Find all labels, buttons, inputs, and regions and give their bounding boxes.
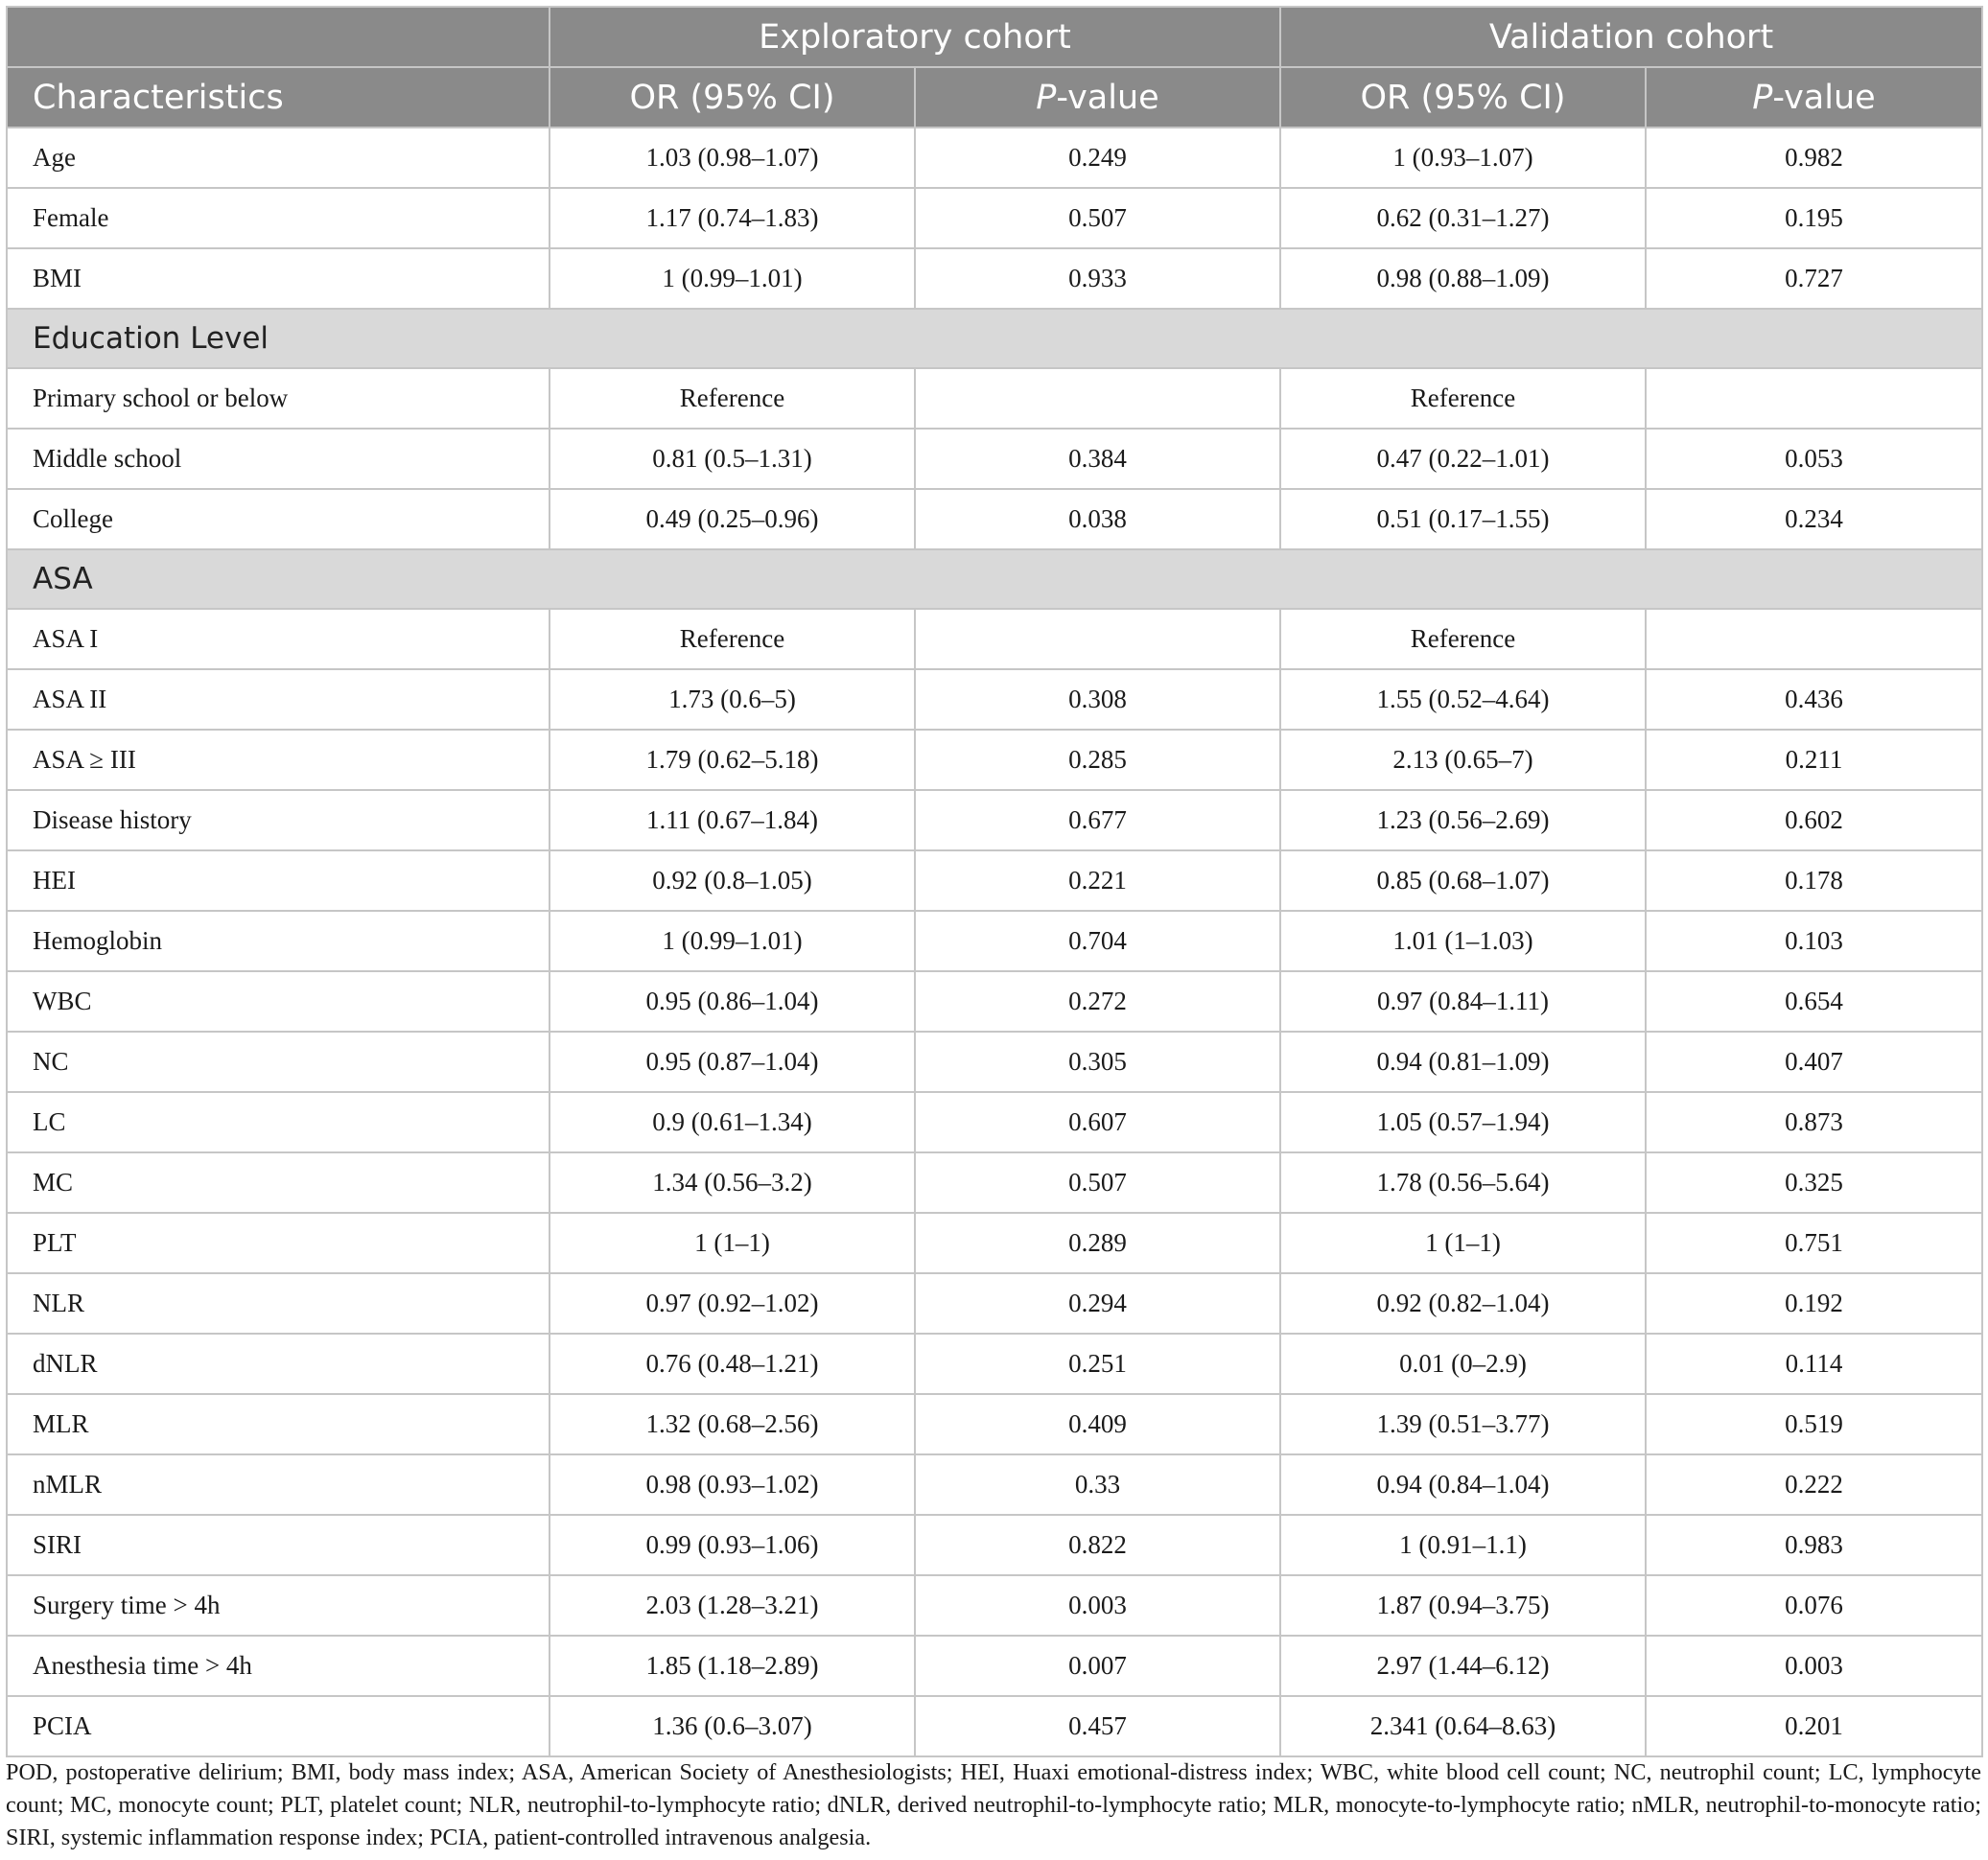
group-label: ASA <box>7 549 1982 609</box>
exploratory-or-cell: 1 (1–1) <box>550 1213 915 1273</box>
validation-or-cell: 0.97 (0.84–1.11) <box>1280 971 1646 1032</box>
exploratory-pvalue-cell: 0.007 <box>915 1636 1280 1696</box>
exploratory-or-cell: 1.03 (0.98–1.07) <box>550 128 915 188</box>
validation-pvalue-cell: 0.003 <box>1646 1636 1982 1696</box>
exploratory-or-cell: 0.81 (0.5–1.31) <box>550 429 915 489</box>
exploratory-or-cell: 0.99 (0.93–1.06) <box>550 1515 915 1575</box>
validation-or-cell: 0.94 (0.81–1.09) <box>1280 1032 1646 1092</box>
header-characteristics: Characteristics <box>7 67 550 128</box>
validation-or-cell: Reference <box>1280 368 1646 429</box>
validation-pvalue-cell: 0.727 <box>1646 248 1982 309</box>
row-label: Surgery time > 4h <box>7 1575 550 1636</box>
validation-pvalue-cell: 0.982 <box>1646 128 1982 188</box>
table-row <box>7 1394 1982 1454</box>
exploratory-pvalue-cell: 0.607 <box>915 1092 1280 1152</box>
header-exp-pvalue <box>915 67 1280 128</box>
row-label: ASA ≥ III <box>7 730 550 790</box>
validation-pvalue-cell: 0.873 <box>1646 1092 1982 1152</box>
validation-or-cell: 0.85 (0.68–1.07) <box>1280 850 1646 911</box>
validation-pvalue-cell <box>1646 609 1982 669</box>
exploratory-or-cell: 2.03 (1.28–3.21) <box>550 1575 915 1636</box>
exploratory-or-cell: 0.95 (0.87–1.04) <box>550 1032 915 1092</box>
header-exp-or: OR (95% CI) <box>550 67 915 128</box>
validation-pvalue-cell: 0.325 <box>1646 1152 1982 1213</box>
row-label: MLR <box>7 1394 550 1454</box>
exploratory-pvalue-cell: 0.308 <box>915 669 1280 730</box>
exploratory-pvalue-cell: 0.33 <box>915 1454 1280 1515</box>
exploratory-pvalue-cell: 0.272 <box>915 971 1280 1032</box>
table-row <box>7 1213 1982 1273</box>
exploratory-or-cell: 1.11 (0.67–1.84) <box>550 790 915 850</box>
validation-pvalue-cell: 0.114 <box>1646 1334 1982 1394</box>
row-label: HEI <box>7 850 550 911</box>
exploratory-or-cell: 0.97 (0.92–1.02) <box>550 1273 915 1334</box>
validation-or-cell: Reference <box>1280 609 1646 669</box>
exploratory-pvalue-cell: 0.285 <box>915 730 1280 790</box>
validation-or-cell: 0.01 (0–2.9) <box>1280 1334 1646 1394</box>
validation-pvalue-cell: 0.407 <box>1646 1032 1982 1092</box>
header-val-pvalue <box>1646 67 1982 128</box>
row-label: Anesthesia time > 4h <box>7 1636 550 1696</box>
validation-pvalue-cell: 0.053 <box>1646 429 1982 489</box>
validation-pvalue-cell <box>1646 368 1982 429</box>
table-row <box>7 790 1982 850</box>
validation-pvalue-cell: 0.201 <box>1646 1696 1982 1756</box>
row-label: Disease history <box>7 790 550 850</box>
row-label: NLR <box>7 1273 550 1334</box>
table-footnote: POD, postoperative delirium; BMI, body mass index; ASA, American Society of Anesthesiologists; HEI, Huaxi emotional-distress index; WBC, white blood cell count; NC, neutrophil count; LC, lymphocyte count; MC, monocyte count; PLT, platelet count; NLR, neutrophil-to-lymphocyte ratio; dNLR, derived neutrophil-to-lymphocyte ratio; MLR, monocyte-to-lymphocyte ratio; nMLR, neutrophil-to-monocyte ratio; SIRI, systemic inflammation response index; PCIA, patient-controlled intravenous analgesia. <box>6 1759 1981 1850</box>
validation-or-cell: 0.94 (0.84–1.04) <box>1280 1454 1646 1515</box>
validation-or-cell: 0.98 (0.88–1.09) <box>1280 248 1646 309</box>
validation-pvalue-cell: 0.222 <box>1646 1454 1982 1515</box>
column-header-row <box>7 67 1982 128</box>
exploratory-pvalue-cell: 0.038 <box>915 489 1280 549</box>
exploratory-or-cell: 1.73 (0.6–5) <box>550 669 915 730</box>
exploratory-or-cell: Reference <box>550 368 915 429</box>
validation-or-cell: 0.47 (0.22–1.01) <box>1280 429 1646 489</box>
validation-or-cell: 2.13 (0.65–7) <box>1280 730 1646 790</box>
validation-or-cell: 0.92 (0.82–1.04) <box>1280 1273 1646 1334</box>
validation-pvalue-cell: 0.103 <box>1646 911 1982 971</box>
row-label: MC <box>7 1152 550 1213</box>
table-row <box>7 609 1982 669</box>
validation-pvalue-cell: 0.983 <box>1646 1515 1982 1575</box>
exploratory-or-cell: 1 (0.99–1.01) <box>550 248 915 309</box>
exploratory-or-cell: 0.98 (0.93–1.02) <box>550 1454 915 1515</box>
table-row <box>7 188 1982 248</box>
exploratory-pvalue-cell: 0.507 <box>915 1152 1280 1213</box>
exploratory-or-cell: 1.79 (0.62–5.18) <box>550 730 915 790</box>
validation-or-cell: 1.01 (1–1.03) <box>1280 911 1646 971</box>
row-label: WBC <box>7 971 550 1032</box>
exploratory-pvalue-cell <box>915 609 1280 669</box>
table-body <box>7 128 1982 1756</box>
exploratory-pvalue-cell: 0.251 <box>915 1334 1280 1394</box>
row-label: dNLR <box>7 1334 550 1394</box>
group-header-row <box>7 309 1982 368</box>
row-label: NC <box>7 1032 550 1092</box>
table-row <box>7 248 1982 309</box>
exploratory-pvalue-cell: 0.933 <box>915 248 1280 309</box>
exploratory-pvalue-cell: 0.822 <box>915 1515 1280 1575</box>
row-label: ASA I <box>7 609 550 669</box>
validation-or-cell: 1.78 (0.56–5.64) <box>1280 1152 1646 1213</box>
exploratory-pvalue-cell <box>915 368 1280 429</box>
exploratory-or-cell: 1.85 (1.18–2.89) <box>550 1636 915 1696</box>
validation-pvalue-cell: 0.076 <box>1646 1575 1982 1636</box>
table-row <box>7 730 1982 790</box>
row-label: PCIA <box>7 1696 550 1756</box>
header-exp-p-suffix: -value <box>1056 78 1159 117</box>
row-label: Female <box>7 188 550 248</box>
exploratory-or-cell: 1.32 (0.68–2.56) <box>550 1394 915 1454</box>
validation-or-cell: 1 (1–1) <box>1280 1213 1646 1273</box>
exploratory-pvalue-cell: 0.457 <box>915 1696 1280 1756</box>
row-label: ASA II <box>7 669 550 730</box>
validation-pvalue-cell: 0.211 <box>1646 730 1982 790</box>
table-row <box>7 1152 1982 1213</box>
table-row <box>7 1273 1982 1334</box>
validation-or-cell: 0.51 (0.17–1.55) <box>1280 489 1646 549</box>
table-row <box>7 669 1982 730</box>
exploratory-pvalue-cell: 0.305 <box>915 1032 1280 1092</box>
exploratory-or-cell: 0.95 (0.86–1.04) <box>550 971 915 1032</box>
table-row <box>7 1696 1982 1756</box>
header-exp-p-italic: P <box>1036 78 1057 117</box>
validation-or-cell: 1.39 (0.51–3.77) <box>1280 1394 1646 1454</box>
header-exploratory-cohort: Exploratory cohort <box>550 7 1280 67</box>
exploratory-pvalue-cell: 0.704 <box>915 911 1280 971</box>
table-row <box>7 489 1982 549</box>
row-label: Age <box>7 128 550 188</box>
row-label: BMI <box>7 248 550 309</box>
exploratory-or-cell: 0.49 (0.25–0.96) <box>550 489 915 549</box>
exploratory-or-cell: 1.34 (0.56–3.2) <box>550 1152 915 1213</box>
exploratory-or-cell: 1.36 (0.6–3.07) <box>550 1696 915 1756</box>
row-label: SIRI <box>7 1515 550 1575</box>
exploratory-pvalue-cell: 0.294 <box>915 1273 1280 1334</box>
exploratory-or-cell: 0.9 (0.61–1.34) <box>550 1092 915 1152</box>
table-row <box>7 911 1982 971</box>
validation-pvalue-cell: 0.178 <box>1646 850 1982 911</box>
validation-pvalue-cell: 0.519 <box>1646 1394 1982 1454</box>
exploratory-pvalue-cell: 0.221 <box>915 850 1280 911</box>
validation-pvalue-cell: 0.602 <box>1646 790 1982 850</box>
validation-pvalue-cell: 0.234 <box>1646 489 1982 549</box>
table-row <box>7 368 1982 429</box>
table-row <box>7 429 1982 489</box>
table-row <box>7 971 1982 1032</box>
exploratory-pvalue-cell: 0.507 <box>915 188 1280 248</box>
row-label: Hemoglobin <box>7 911 550 971</box>
validation-pvalue-cell: 0.751 <box>1646 1213 1982 1273</box>
header-val-p-italic: P <box>1752 78 1773 117</box>
validation-or-cell: 1 (0.93–1.07) <box>1280 128 1646 188</box>
table-row <box>7 1092 1982 1152</box>
validation-or-cell: 1.23 (0.56–2.69) <box>1280 790 1646 850</box>
validation-or-cell: 0.62 (0.31–1.27) <box>1280 188 1646 248</box>
validation-or-cell: 1.05 (0.57–1.94) <box>1280 1092 1646 1152</box>
exploratory-or-cell: 0.92 (0.8–1.05) <box>550 850 915 911</box>
table-row <box>7 1334 1982 1394</box>
header-val-or: OR (95% CI) <box>1280 67 1646 128</box>
exploratory-pvalue-cell: 0.289 <box>915 1213 1280 1273</box>
validation-pvalue-cell: 0.436 <box>1646 669 1982 730</box>
exploratory-pvalue-cell: 0.003 <box>915 1575 1280 1636</box>
header-val-p-suffix: -value <box>1772 78 1876 117</box>
table-row <box>7 1636 1982 1696</box>
table-row <box>7 1032 1982 1092</box>
row-label: nMLR <box>7 1454 550 1515</box>
header-validation-cohort: Validation cohort <box>1280 7 1982 67</box>
exploratory-pvalue-cell: 0.677 <box>915 790 1280 850</box>
exploratory-or-cell: 1 (0.99–1.01) <box>550 911 915 971</box>
validation-pvalue-cell: 0.195 <box>1646 188 1982 248</box>
table-row <box>7 1575 1982 1636</box>
validation-pvalue-cell: 0.654 <box>1646 971 1982 1032</box>
row-label: Middle school <box>7 429 550 489</box>
table-row <box>7 1454 1982 1515</box>
validation-or-cell: 1.87 (0.94–3.75) <box>1280 1575 1646 1636</box>
group-label: Education Level <box>7 309 1982 368</box>
exploratory-pvalue-cell: 0.409 <box>915 1394 1280 1454</box>
exploratory-or-cell: 1.17 (0.74–1.83) <box>550 188 915 248</box>
exploratory-or-cell: 0.76 (0.48–1.21) <box>550 1334 915 1394</box>
header-blank-cell <box>7 7 550 67</box>
row-label: LC <box>7 1092 550 1152</box>
row-label: College <box>7 489 550 549</box>
group-header-row <box>7 549 1982 609</box>
table-row <box>7 128 1982 188</box>
row-label: PLT <box>7 1213 550 1273</box>
validation-or-cell: 2.97 (1.44–6.12) <box>1280 1636 1646 1696</box>
odds-ratio-table <box>6 6 1983 1757</box>
exploratory-pvalue-cell: 0.384 <box>915 429 1280 489</box>
validation-pvalue-cell: 0.192 <box>1646 1273 1982 1334</box>
validation-or-cell: 2.341 (0.64–8.63) <box>1280 1696 1646 1756</box>
validation-or-cell: 1 (0.91–1.1) <box>1280 1515 1646 1575</box>
results-table-container <box>6 6 1981 1757</box>
validation-or-cell: 1.55 (0.52–4.64) <box>1280 669 1646 730</box>
row-label: Primary school or below <box>7 368 550 429</box>
table-row <box>7 850 1982 911</box>
exploratory-pvalue-cell: 0.249 <box>915 128 1280 188</box>
exploratory-or-cell: Reference <box>550 609 915 669</box>
table-row <box>7 1515 1982 1575</box>
cohort-header-row <box>7 7 1982 67</box>
